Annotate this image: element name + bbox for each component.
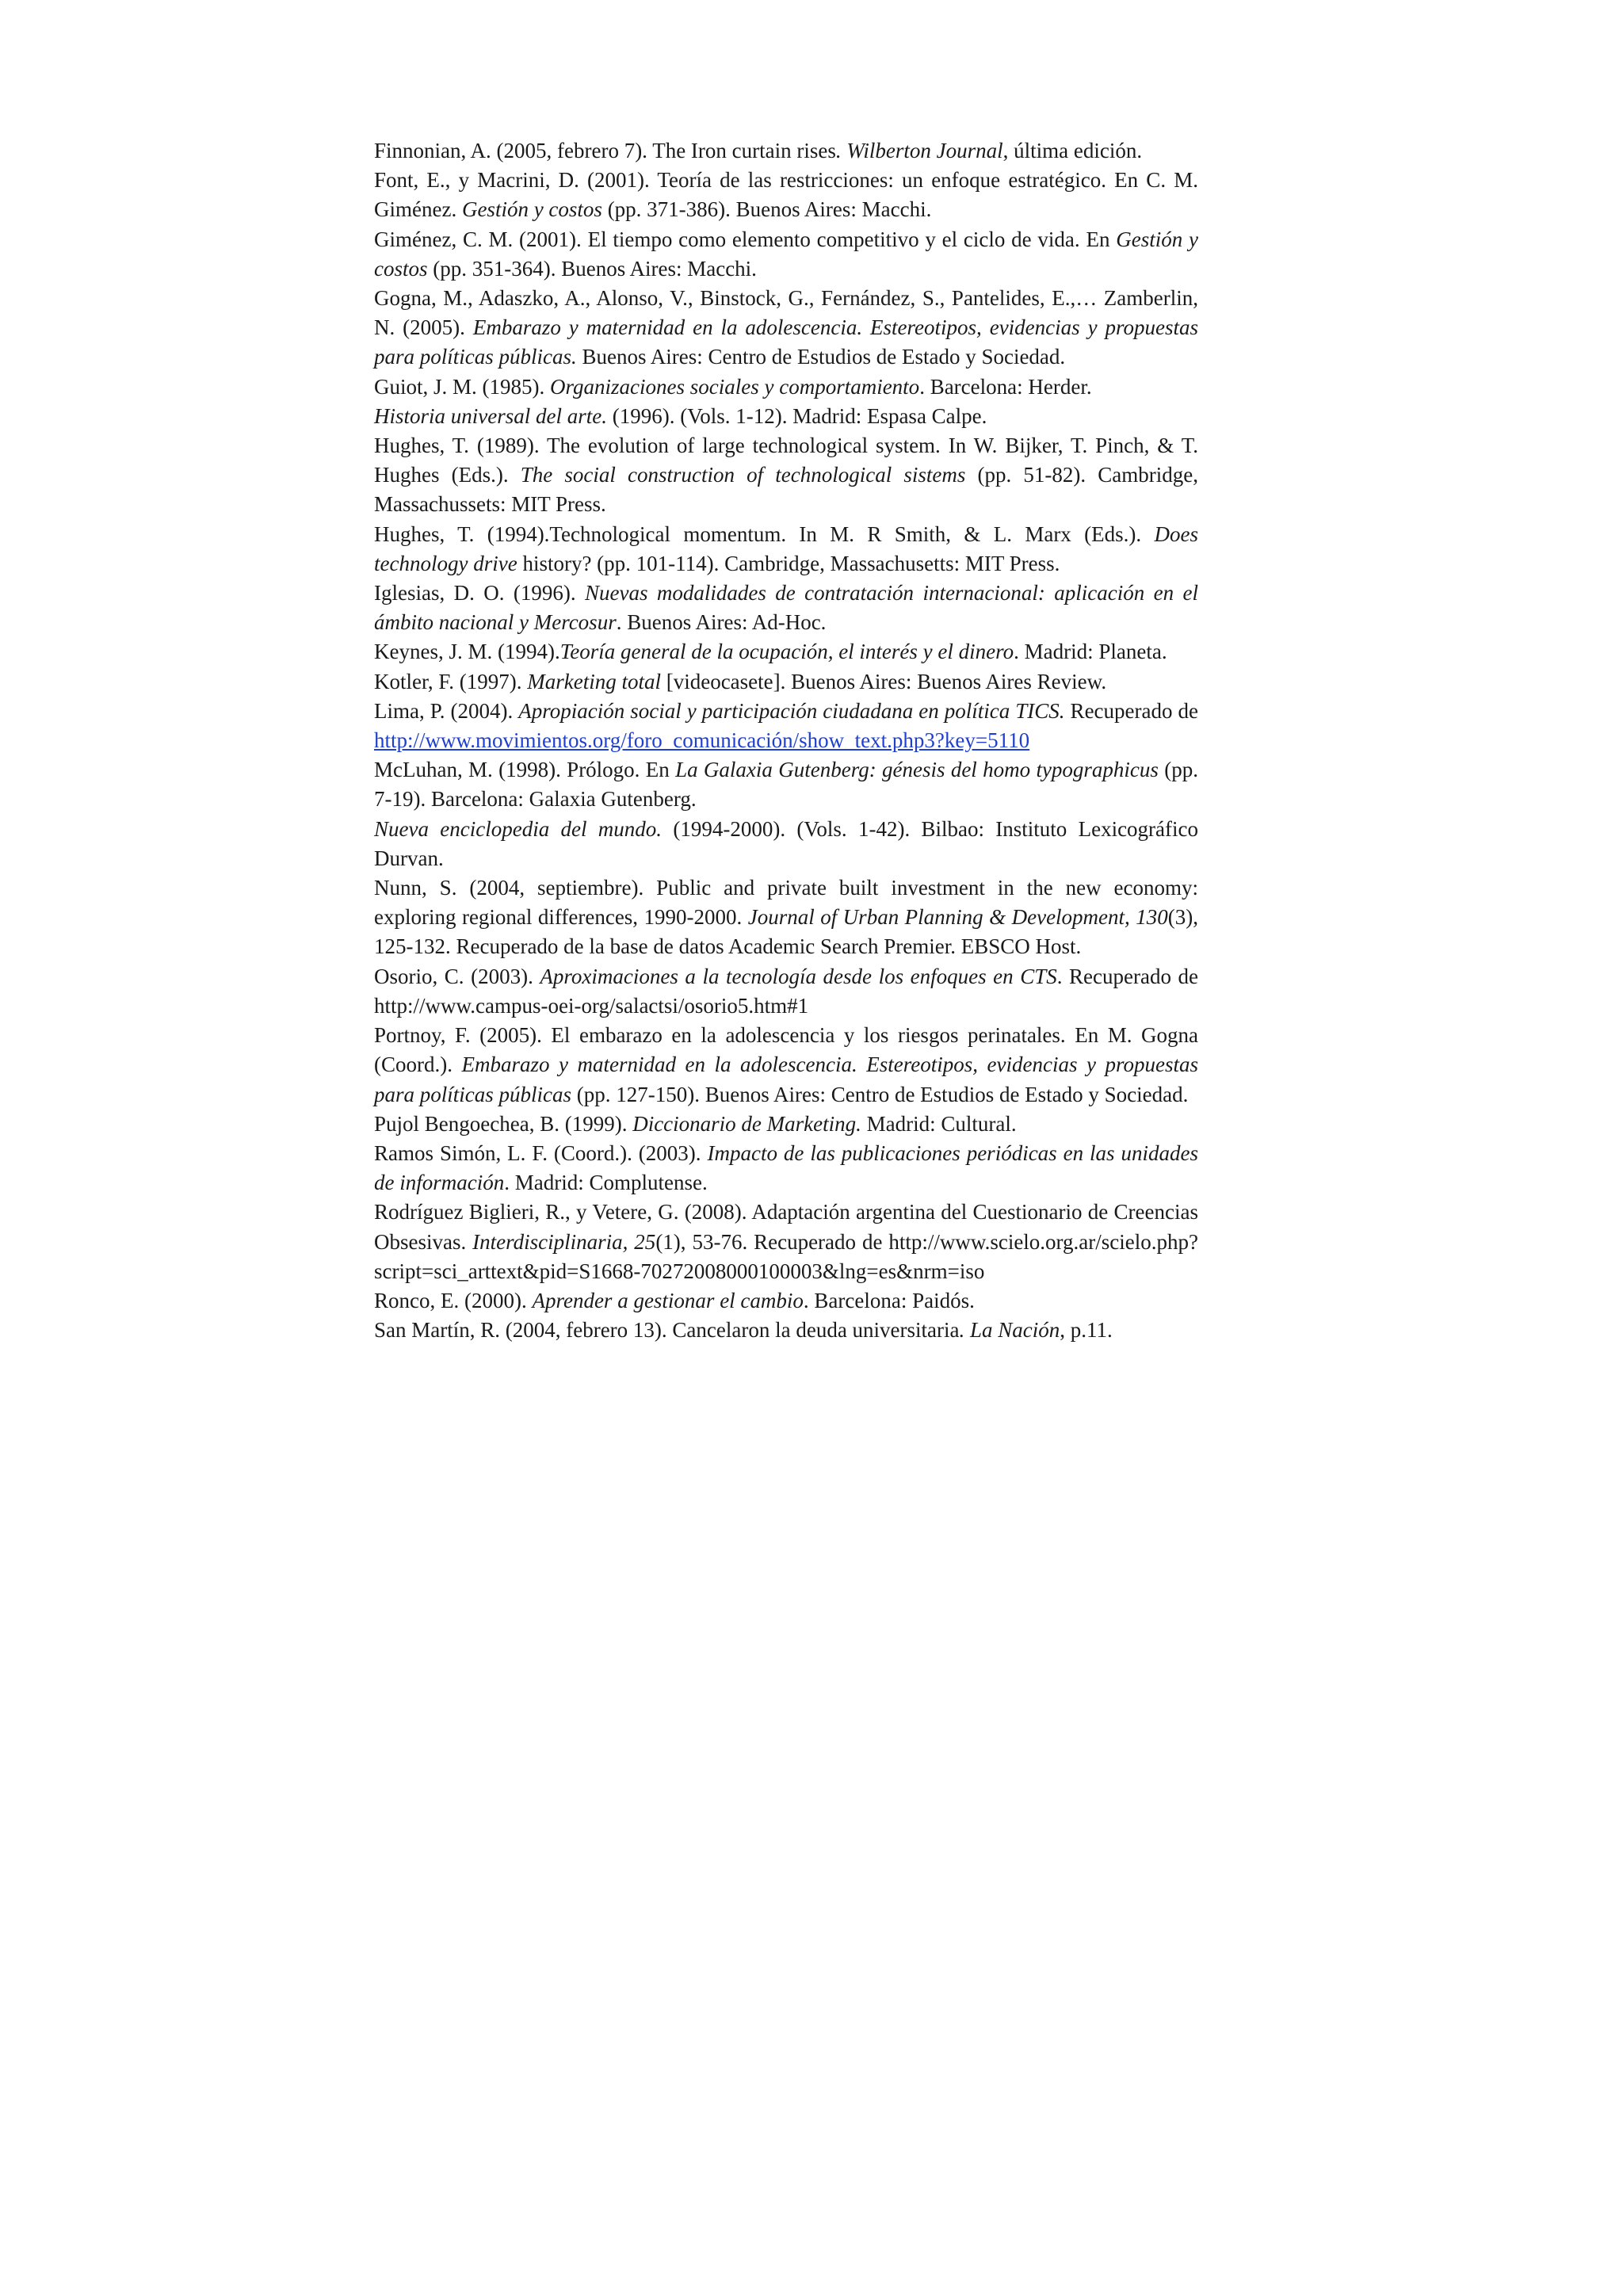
- reference-entry: [374, 431, 1198, 520]
- reference-text: (pp. 127-150). Buenos Aires: Centro de Estudios de Estado y Sociedad.: [571, 1082, 1189, 1106]
- reference-entry: [374, 815, 1198, 873]
- reference-title-italic: Journal of Urban Planning & Development, 130: [747, 905, 1168, 930]
- reference-title-italic: Apropiación social y participación ciudadana en política TICS.: [518, 698, 1065, 723]
- reference-text: . Recuperado de http://www.campus-oei-org/salactsi/osorio5.htm#1: [374, 964, 1199, 1018]
- reference-entry: [374, 166, 1198, 224]
- reference-text: (pp. 371-386). Buenos Aires: Macchi.: [601, 197, 932, 222]
- reference-title-italic: Teoría general de la ocupación, el interés y el dinero: [559, 640, 1014, 664]
- reference-text: (3), 125-132. Recuperado de la base de datos Academic Search Premier. EBSCO Host.: [374, 905, 1198, 959]
- reference-text: Buenos Aires: Centro de Estudios de Estado y Sociedad.: [576, 345, 1066, 369]
- reference-text: . Madrid: Complutense.: [504, 1171, 708, 1195]
- reference-entry: [374, 1110, 1198, 1139]
- reference-text: Iglesias, D. O. (1996).: [374, 581, 585, 606]
- reference-text: (1996). (Vols. 1-12). Madrid: Espasa Calpe.: [606, 403, 987, 428]
- reference-text: Keynes, J. M. (1994).: [374, 640, 560, 664]
- reference-entry: [374, 225, 1198, 284]
- reference-title-italic: Nuevas modalidades de contratación internacional: aplicación en el ámbito nacional y Mercosur: [374, 581, 1198, 635]
- reference-text: [videocasete]. Buenos Aires: Buenos Aires Review.: [660, 669, 1107, 693]
- reference-text: (pp. 51-82). Cambridge, Massachussets: MIT Press.: [374, 463, 1198, 517]
- reference-title-italic: Aproximaciones a la tecnología desde los enfoques en CTS: [540, 964, 1057, 988]
- reference-entry: [374, 372, 1198, 402]
- reference-title-italic: . Wilberton Journal: [835, 139, 1003, 162]
- reference-text: Font, E., y Macrini, D. (2001). Teoría de las restricciones: un enfoque estratégico. En C. M. Giménez.: [374, 168, 1198, 222]
- reference-text: San Martín, R. (2004, febrero 13). Cancelaron la deuda universitaria: [374, 1318, 960, 1343]
- reference-text: Ronco, E. (2000).: [374, 1288, 533, 1312]
- reference-text: history? (pp. 101-114). Cambridge, Massachusetts: MIT Press.: [517, 551, 1060, 575]
- reference-link[interactable]: http://www.movimientos.org/foro_comunicación/show_text.php3?key=5110: [374, 728, 1030, 753]
- reference-text: Nunn, S. (2004, septiembre). Public and private built investment in the new economy: exploring regional differences, 1990-2000.: [374, 876, 1198, 930]
- reference-text: Pujol Bengoechea, B. (1999).: [374, 1111, 633, 1136]
- reference-title-italic: The social construction of technological sistems: [520, 463, 966, 487]
- reference-text: , última edición.: [1002, 139, 1143, 162]
- reference-title-italic: Impacto de las publicaciones periódicas en las unidades de información: [374, 1140, 1198, 1195]
- reference-text: Madrid: Cultural.: [861, 1111, 1017, 1136]
- reference-title-italic: Diccionario de Marketing.: [632, 1111, 861, 1136]
- reference-list: [374, 136, 1198, 1345]
- reference-text: (1994-2000). (Vols. 1-42). Bilbao: Instituto Lexicográfico Durvan.: [374, 816, 1199, 870]
- reference-entry: [374, 755, 1198, 814]
- reference-entry: [374, 637, 1198, 667]
- reference-text: . Barcelona: Herder.: [919, 374, 1092, 399]
- reference-text: Gogna, M., Adaszko, A., Alonso, V., Binstock, G., Fernández, S., Pantelides, E.,… Zamberlin, N. (2005).: [374, 286, 1198, 340]
- reference-entry: [374, 667, 1198, 697]
- reference-text: (pp. 7-19). Barcelona: Galaxia Gutenberg.: [374, 758, 1199, 812]
- reference-text: Giménez, C. M. (2001). El tiempo como elemento competitivo y el ciclo de vida. En: [374, 227, 1117, 251]
- reference-text: Hughes, T. (1994).Technological momentum. In M. R Smith, & L. Marx (Eds.).: [374, 521, 1155, 546]
- reference-text: Rodríguez Biglieri, R., y Vetere, G. (2008). Adaptación argentina del Cuestionario de Creencias Obsesivas.: [374, 1200, 1198, 1254]
- reference-title-italic: Gestión y costos: [374, 227, 1198, 281]
- reference-text: . Barcelona: Paidós.: [803, 1288, 975, 1312]
- reference-entry: [374, 1021, 1198, 1110]
- reference-title-italic: Embarazo y maternidad en la adolescencia. Estereotipos, evidencias y propuestas para políticas públicas: [374, 1052, 1198, 1106]
- reference-title-italic: Embarazo y maternidad en la adolescencia. Estereotipos, evidencias y propuestas para políticas públicas.: [374, 315, 1198, 369]
- reference-title-italic: Does technology drive: [374, 521, 1198, 575]
- reference-title-italic: . La Nación: [959, 1318, 1060, 1343]
- reference-text: (pp. 351-364). Buenos Aires: Macchi.: [427, 256, 757, 281]
- reference-text: Lima, P. (2004).: [374, 698, 519, 723]
- reference-title-italic: Historia universal del arte.: [374, 403, 607, 428]
- reference-text: Hughes, T. (1989). The evolution of large technological system. In W. Bijker, T. Pinch, & T. Hughes (Eds.).: [374, 434, 1198, 487]
- reference-entry: [374, 579, 1198, 637]
- reference-text: Ramos Simón, L. F. (Coord.). (2003).: [374, 1140, 708, 1165]
- reference-entry: [374, 1139, 1198, 1198]
- reference-entry: [374, 402, 1198, 431]
- reference-text: , p.11.: [1060, 1318, 1113, 1343]
- reference-text: Guiot, J. M. (1985).: [374, 374, 550, 399]
- reference-text: . Madrid: Planeta.: [1014, 640, 1167, 664]
- reference-entry: [374, 1316, 1198, 1345]
- reference-entry: [374, 520, 1198, 579]
- reference-entry: [374, 1198, 1198, 1286]
- reference-text: Kotler, F. (1997).: [374, 669, 528, 693]
- reference-title-italic: Organizaciones sociales y comportamiento: [550, 374, 920, 399]
- reference-text: McLuhan, M. (1998). Prólogo. En: [374, 758, 676, 782]
- reference-text: Recuperado de: [1064, 698, 1198, 723]
- reference-title-italic: Interdisciplinaria, 25: [472, 1229, 656, 1254]
- reference-text: Osorio, C. (2003).: [374, 964, 540, 988]
- reference-title-italic: Nueva enciclopedia del mundo.: [374, 816, 663, 841]
- reference-text: (1), 53-76. Recuperado de http://www.scielo.org.ar/scielo.php?script=sci_arttext&pid=S1668-70272008000100003&lng=es&nrm=iso: [374, 1229, 1198, 1283]
- reference-entry: [374, 697, 1198, 755]
- reference-title-italic: Aprender a gestionar el cambio: [532, 1288, 804, 1312]
- reference-text: Portnoy, F. (2005). El embarazo en la adolescencia y los riesgos perinatales. En M. Gogna (Coord.).: [374, 1023, 1198, 1077]
- reference-title-italic: Gestión y costos: [461, 197, 602, 222]
- reference-title-italic: La Galaxia Gutenberg: génesis del homo typographicus: [675, 758, 1159, 782]
- reference-entry: [374, 962, 1198, 1021]
- reference-entry: [374, 1286, 1198, 1316]
- reference-text: Finnonian, A. (2005, febrero 7). The Iron curtain rises: [374, 139, 836, 162]
- reference-text: . Buenos Aires: Ad-Hoc.: [616, 610, 827, 635]
- reference-title-italic: Marketing total: [527, 669, 661, 693]
- reference-entry: [374, 284, 1198, 372]
- reference-entry: [374, 873, 1198, 962]
- reference-entry: [374, 136, 1198, 166]
